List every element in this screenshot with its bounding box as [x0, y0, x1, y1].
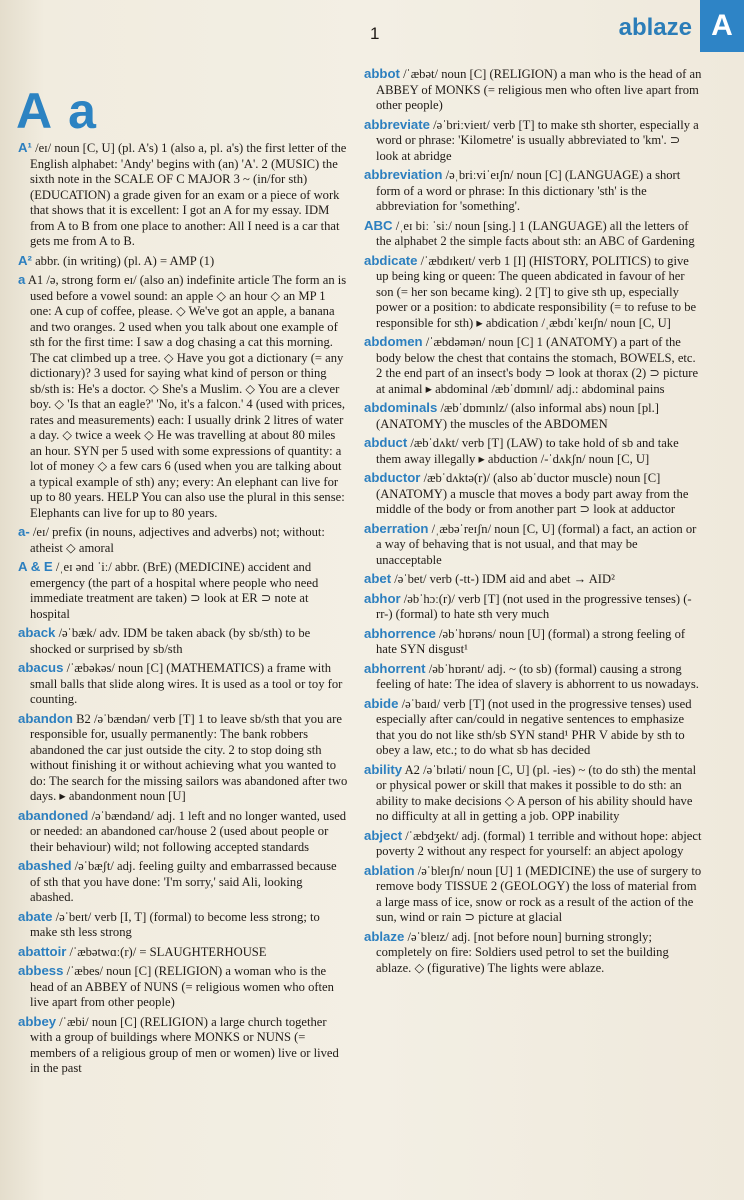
dictionary-entry [364, 929, 702, 977]
entry-definition: /æbˈdɒmɪnlz/ (also informal abs) noun [pl.] (ANATOMY) the muscles of the ABDOMEN [376, 401, 659, 431]
dictionary-entry [18, 858, 348, 906]
dictionary-entry [18, 625, 348, 657]
dictionary-entry [364, 591, 702, 623]
entry-headword: ability [364, 761, 403, 777]
entry-headword: abandoned [18, 807, 89, 823]
entry-definition: abbr. (in writing) (pl. A) = AMP (1) [35, 253, 215, 268]
dictionary-entry [18, 524, 348, 556]
dictionary-entry [364, 661, 702, 693]
entry-definition: /æbˈdʌktə(r)/ (also abˈductor muscle) noun [C] (ANATOMY) a muscle that moves a body part away from the middle of the body or from another part ⊃ look at adductor [376, 471, 689, 516]
entry-definition: /eɪ/ noun [C, U] (pl. A's) 1 (also a, pl. a's) the first letter of the English alphabet: 'Andy' begins with (an) 'A'. 2 (MUSIC) the sixth note in the SCALE OF C MAJOR 3 ~ (in/for sth) (EDUCATION) a grade given for an exam or a piece of work that shows that it is excellent: I got an A for my essay. IDM from A to B from one place to another: All I need is a car that gets me from A to B. [30, 141, 347, 248]
entry-headword: A² [18, 252, 32, 268]
entry-headword: abhor [364, 590, 401, 606]
dictionary-entry [18, 944, 348, 961]
entry-headword: aback [18, 625, 56, 640]
dictionary-entry [18, 272, 348, 521]
dictionary-entry [18, 808, 348, 856]
dictionary-entry [18, 253, 348, 270]
entry-definition: /ˈæbdɪkeɪt/ verb 1 [I] (HISTORY, POLITICS) to give up being king or queen: The queen abdicated in favour of her son (= her son became king). 2 [T] to give sth up, especially power or a position: to abdicate responsibility (= to refuse to be responsible for sth) ▸ abdication /ˌæbdɪˈkeɪʃn/ noun [C, U] [376, 253, 697, 330]
thumb-index-tab: A [700, 0, 744, 52]
entry-definition: /əˈbændənd/ adj. 1 left and no longer wanted, used or needed: an abandoned car/house 2 (used about people or their behaviour) wild; not following accepted standards [30, 808, 347, 854]
entry-definition: /əˈbleɪz/ adj. [not before noun] burning strongly; completely on fire: Soldiers used petrol to set the building ablaze. ◇ (figurative) The lights were ablaze. [376, 929, 669, 975]
dictionary-entry [364, 828, 702, 860]
entry-headword: abacus [18, 660, 64, 675]
entry-definition: /əˈbet/ verb (-tt-) IDM aid and abet → AID² [394, 572, 615, 586]
dictionary-entry [364, 863, 702, 926]
entry-headword: abashed [18, 858, 72, 873]
entry-definition: /əˌbriːviˈeɪʃn/ noun [C] (LANGUAGE) a short form of a word or phrase: In this dictionary 'sth' is the abbreviation for 'something'. [376, 168, 681, 213]
entry-headword: a- [18, 524, 30, 539]
entry-headword: abhorrent [364, 660, 426, 676]
entry-definition: /ˈæbi/ noun [C] (RELIGION) a large church together with a group of buildings where MONKS or NUNS (= members of a religious group of men or women) live or lived in the past [30, 1014, 339, 1075]
dictionary-entry [18, 559, 348, 622]
dictionary-entry [18, 660, 348, 708]
entry-headword: abduct [364, 435, 408, 450]
entry-definition: /ˈæbdʒekt/ adj. (formal) 1 terrible and without hope: abject poverty 2 without any respect for yourself: an abject apology [376, 828, 702, 858]
entry-headword: abbess [18, 963, 64, 978]
entry-headword: abdominals [364, 400, 438, 415]
dictionary-entry [364, 696, 702, 759]
entry-headword: A¹ [18, 140, 32, 155]
entry-definition: /ˌeɪ ənd ˈiː/ abbr. (BrE) (MEDICINE) accident and emergency (the part of a hospital where people who need immediate treatment are taken) ⊃ look at ER ⊃ note at hospital [30, 560, 319, 621]
dictionary-entry [364, 626, 702, 658]
entry-headword: abet [364, 571, 392, 586]
dictionary-entry [364, 334, 702, 397]
entry-definition: /ˈæbəkəs/ noun [C] (MATHEMATICS) a frame with small balls that slide along wires. It is used as a tool or toy for counting. [30, 661, 343, 706]
guide-word: ablaze [618, 14, 692, 41]
entry-definition: /ˈæbətwɑː(r)/ = SLAUGHTERHOUSE [69, 944, 267, 959]
page-number: 1 [370, 24, 380, 43]
section-letter: A a [16, 83, 98, 139]
dictionary-entry [364, 167, 702, 215]
entry-headword: abandon [18, 710, 73, 726]
entry-definition: /æbˈdʌkt/ verb [T] (LAW) to take hold of sb and take them away illegally ▸ abduction /-ˈdʌkʃn/ noun [C, U] [376, 436, 679, 466]
entry-headword: abject [364, 827, 403, 843]
dictionary-entry [18, 909, 348, 941]
entry-headword: a [18, 272, 26, 287]
dictionary-entry [364, 435, 702, 467]
entry-definition: A2 /əˈbɪləti/ noun [C, U] (pl. -ies) ~ (to do sth) the mental or physical power or skill that makes it possible to do sth: an ability to make decisions ◇ A person of his ability should have no difficulty at all in getting a job. OPP inability [376, 762, 697, 823]
entry-definition: /əbˈhɒrənt/ adj. ~ (to sb) (formal) causing a strong feeling of hate: The idea of slavery is abhorrent to us nowadays. [376, 661, 699, 691]
entry-headword: abbreviation [364, 167, 443, 182]
entry-headword: ablation [364, 862, 415, 878]
entry-headword: abate [18, 908, 53, 924]
page-header [0, 0, 744, 64]
entry-headword: abide [364, 695, 399, 711]
left-column [18, 140, 348, 1080]
entry-definition: /əˈbæk/ adv. IDM be taken aback (by sb/sth) to be shocked or surprised by sb/sth [30, 626, 311, 656]
entry-definition: B2 /əˈbændən/ verb [T] 1 to leave sb/sth that you are responsible for, usually permanently: The bank robbers abandoned the car just outside the city. 2 to stop doing sth without finishing it or without achieving what you wanted to do: The search for the missing sailors was abandoned after two days. ▸ abandonment noun [U] [30, 711, 348, 803]
dictionary-entry [364, 470, 702, 518]
entry-definition: /ˌeɪ biː ˈsiː/ noun [sing.] 1 (LANGUAGE) all the letters of the alphabet 2 the simple facts about sth: an ABC of Gardening [376, 218, 695, 248]
entry-definition: A1 /ə, strong form eɪ/ (also an) indefinite article The form an is used before a vowel sound: an apple ◇ an hour ◇ an MP 1 one: A cup of coffee, please. ◇ We've got an apple, a banana and two oranges. 2 used when you talk about one example of sth for the first time: I saw a dog chasing a cat this morning. The cat climbed up a tree. ◇ Have you got a dictionary (= any dictionary)? 3 used for saying what kind of person or thing sb/sth is: He's a doctor. ◇ She's a Muslim. ◇ You are a clever boy. ◇ 'Is that an eagle?' 'No, it's a falcon.' 4 (used with prices, rates and measurements) each: I usually drink 2 litres of water a day. ◇ twice a week ◇ He was travelling at about 80 miles an hour. SYN per 5 used with some expressions of quantity: a lot of money ◇ a few cars 6 (used when you are talking about a typical example of sth) any; every: An elephant can live for up to 80 years. HELP You can also use the plural in this sense: Elephants can live for up to 80 years. [27, 273, 347, 520]
entry-headword: A & E [18, 559, 53, 574]
entry-definition: /ˈæbət/ noun [C] (RELIGION) a man who is the head of an ABBEY of MONKS (= religious men who often live apart from other people) [376, 67, 702, 112]
dictionary-entry [364, 571, 702, 588]
entry-headword: abdicate [364, 252, 418, 268]
entry-definition: /eɪ/ prefix (in nouns, adjectives and adverbs) not; without: atheist ◇ amoral [30, 525, 325, 555]
dictionary-entry [364, 521, 702, 569]
entry-definition: /ˈæbes/ noun [C] (RELIGION) a woman who is the head of an ABBEY of NUNS (= religious women who often live apart from other people) [30, 964, 334, 1009]
dictionary-entry [18, 140, 348, 250]
entry-definition: /əˈbeɪt/ verb [I, T] (formal) to become less strong; to make sth less strong [30, 909, 320, 939]
entry-definition: /əbˈhɔː(r)/ verb [T] (not used in the progressive tenses) (-rr-) (formal) to hate sth very much [376, 591, 692, 621]
dictionary-entry [18, 711, 348, 805]
entry-headword: ablaze [364, 928, 405, 944]
dictionary-entry [364, 400, 702, 432]
right-column [364, 66, 702, 979]
dictionary-entry [364, 218, 702, 250]
entry-definition: /əˈbleɪʃn/ noun [U] 1 (MEDICINE) the use of surgery to remove body TISSUE 2 (GEOLOGY) the loss of material from a large mass of ice, snow or rock as a result of the action of the sun, wind or rain ⊃ picture at glacial [376, 863, 702, 924]
entry-headword: abbreviate [364, 116, 430, 132]
entry-headword: abbey [18, 1013, 57, 1029]
entry-definition: /əˈbriːvieɪt/ verb [T] to make sth shorter, especially a word or phrase: 'Kilometre' is usually abbreviated to 'km'. ⊃ look at abridge [376, 117, 699, 163]
entry-headword: ABC [364, 217, 393, 233]
dictionary-entry [364, 117, 702, 165]
dictionary-entry [364, 762, 702, 825]
dictionary-entry [364, 253, 702, 332]
entry-definition: /ˌæbəˈreɪʃn/ noun [C, U] (formal) a fact, an action or a way of behaving that is not usual, and that may be unacceptable [376, 521, 697, 567]
entry-headword: abductor [364, 470, 421, 485]
entry-definition: /ˈæbdəmən/ noun [C] 1 (ANATOMY) a part of the body below the chest that contains the stomach, BOWELS, etc. 2 the end part of an insect's body ⊃ look at thorax (2) ⊃ picture at animal ▸ abdominal /æbˈdɒmɪnl/ adj.: abdominal pains [376, 335, 699, 396]
entry-definition: /əˈbaɪd/ verb [T] (not used in the progressive tenses) used especially after can/could in negative sentences to emphasize that you do not like sth/sb SYN stand¹ PHR V abide by sth to obey a law, etc.; to do what sb has decided [376, 696, 692, 757]
entry-definition: /əbˈhɒrəns/ noun [U] (formal) a strong feeling of hate SYN disgust¹ [376, 626, 686, 656]
entry-headword: abdomen [364, 334, 423, 349]
entry-headword: abhorrence [364, 625, 436, 641]
entry-definition: /əˈbæʃt/ adj. feeling guilty and embarrassed because of sth that you have done: 'I'm sorry,' said Ali, looking abashed. [30, 859, 337, 904]
entry-headword: aberration [364, 520, 429, 536]
dictionary-entry [18, 963, 348, 1011]
entry-headword: abattoir [18, 943, 67, 959]
dictionary-entry [364, 66, 702, 114]
entry-headword: abbot [364, 66, 400, 81]
dictionary-entry [18, 1014, 348, 1077]
